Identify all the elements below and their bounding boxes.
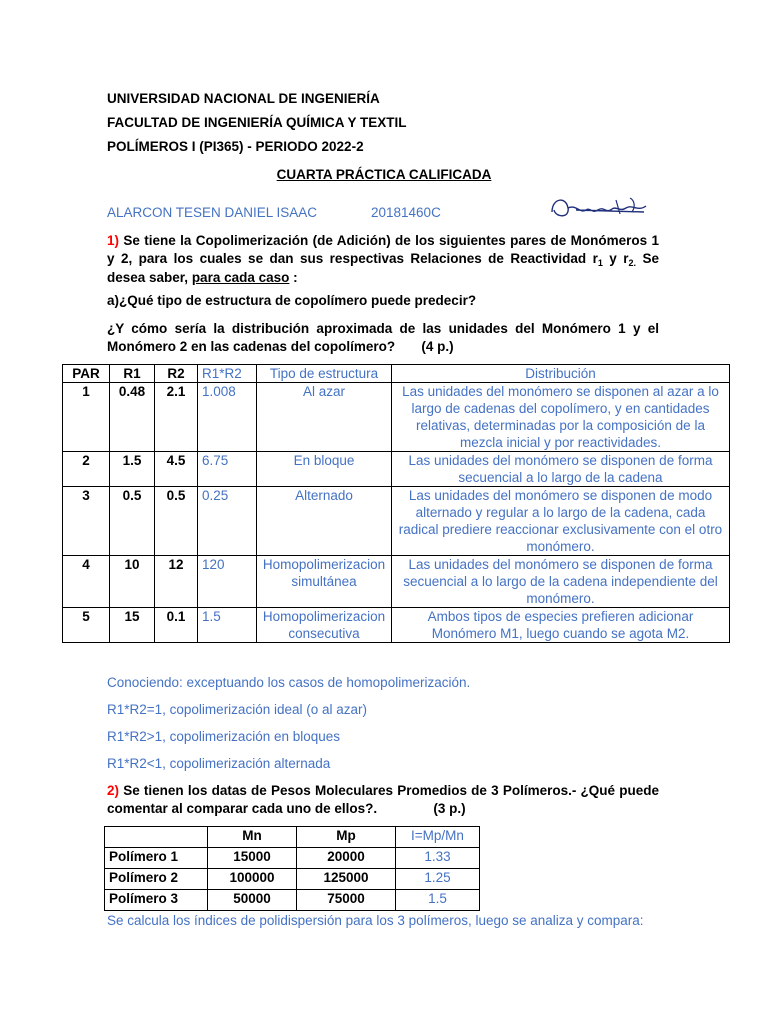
question-1 (107, 232, 659, 287)
header-mn: Mn (208, 827, 297, 848)
molecular-weight-table (104, 826, 480, 911)
university-title: UNIVERSIDAD NACIONAL DE INGENIERÍA (107, 91, 380, 106)
q2-points: (3 p.) (433, 801, 466, 816)
cell-mn: 15000 (208, 848, 297, 869)
note-line: R1*R2>1, copolimerización en bloques (107, 729, 341, 744)
cell-tipo: Homopolimerizacion consecutiva (257, 608, 392, 643)
cell-tipo: Alternado (257, 487, 392, 556)
cell-distribucion: Ambos tipos de especies prefieren adicionar Monómero M1, luego cuando se agota M2. (392, 608, 730, 643)
cell-par: 4 (63, 556, 110, 608)
q2-text: Se tienen los datas de Pesos Moleculares Promedios de 3 Polímeros.- ¿Qué puede comentar al comparar cada uno de ellos?. (107, 783, 659, 816)
cell-tipo: Al azar (257, 383, 392, 452)
cell-name: Polímero 1 (105, 848, 208, 869)
question-1-number: 1) (107, 233, 120, 248)
table-header-row (105, 827, 480, 848)
faculty-title: FACULTAD DE INGENIERÍA QUÍMICA Y TEXTIL (107, 115, 407, 130)
cell-name: Polímero 3 (105, 890, 208, 911)
course-title: POLÍMEROS I (PI365) - PERIODO 2022-2 (107, 139, 364, 154)
table-row (63, 487, 730, 556)
cell-distribucion: Las unidades del monómero se disponen al azar a lo largo de cadenas del copolímero, y en cantidades relativas, determinadas por la composición de la mezcla inicial y por reactividades. (392, 383, 730, 452)
q1-points: (4 p.) (421, 339, 454, 354)
cell-par: 2 (63, 452, 110, 487)
cell-r1: 15 (110, 608, 155, 643)
cell-distribucion: Las unidades del monómero se disponen de forma secuencial a lo largo de la cadena independiente del monómero. (392, 556, 730, 608)
header-mp: Mp (297, 827, 396, 848)
cell-par: 1 (63, 383, 110, 452)
question-1a: a)¿Qué tipo de estructura de copolímero puede predecir? (107, 293, 477, 308)
q1-sub2: 2. (628, 258, 637, 268)
cell-index: 1.25 (396, 869, 480, 890)
question-1b (107, 320, 659, 356)
signature-icon (546, 190, 656, 229)
table-row (105, 890, 480, 911)
cell-par: 3 (63, 487, 110, 556)
cell-r2: 2.1 (155, 383, 198, 452)
cell-par: 5 (63, 608, 110, 643)
q1-sub1: 1 (597, 258, 603, 268)
cell-mp: 20000 (297, 848, 396, 869)
table-row (63, 383, 730, 452)
q1-underlined: para cada caso (191, 270, 290, 285)
cell-name: Polímero 2 (105, 869, 208, 890)
cell-r1: 0.48 (110, 383, 155, 452)
cell-r1r2: 0.25 (198, 487, 257, 556)
cell-r1: 1.5 (110, 452, 155, 487)
table-row (105, 848, 480, 869)
cell-distribucion: Las unidades del monómero se disponen de modo alternado y regular a lo largo de la cadena, cada radical prediere reaccionar exclusivamente con el otro monómero. (392, 487, 730, 556)
cell-r1: 0.5 (110, 487, 155, 556)
cell-r1r2: 1.008 (198, 383, 257, 452)
cell-r1: 10 (110, 556, 155, 608)
cell-tipo: En bloque (257, 452, 392, 487)
header-distribucion: Distribución (392, 365, 730, 383)
table-row (63, 452, 730, 487)
q1-text-d: : (289, 270, 298, 285)
cell-r2: 0.5 (155, 487, 198, 556)
header-tipo: Tipo de estructura (257, 365, 392, 383)
header-empty (105, 827, 208, 848)
header-r1r2: R1*R2 (198, 365, 257, 383)
cell-mp: 75000 (297, 890, 396, 911)
cell-r1r2: 120 (198, 556, 257, 608)
q1-text-b: y r (602, 251, 629, 266)
cell-mn: 100000 (208, 869, 297, 890)
cell-r2: 0.1 (155, 608, 198, 643)
note-line: Conociendo: exceptuando los casos de homopolimerización. (107, 675, 471, 690)
header-r1: R1 (110, 365, 155, 383)
table-row (63, 556, 730, 608)
cell-r1r2: 6.75 (198, 452, 257, 487)
student-code: 20181460C (371, 205, 441, 220)
q1-text-a: Se tiene la Copolimerización (de Adición) de los siguientes pares de Monómeros 1 y 2, para los cuales se dan sus respectivas Relaciones de Reactividad r (107, 233, 659, 266)
reactivity-table (62, 364, 730, 643)
question-2 (107, 782, 659, 818)
cell-index: 1.5 (396, 890, 480, 911)
student-name: ALARCON TESEN DANIEL ISAAC (107, 205, 318, 220)
cell-tipo: Homopolimerizacion simultánea (257, 556, 392, 608)
table-row (105, 869, 480, 890)
conclusion-text: Se calcula los índices de polidispersión para los 3 polímeros, luego se analiza y compara: (107, 913, 644, 928)
cell-r2: 12 (155, 556, 198, 608)
cell-index: 1.33 (396, 848, 480, 869)
q1-part-b-text: ¿Y cómo sería la distribución aproximada de las unidades del Monómero 1 y el Monómero 2 en las cadenas del copolímero? (107, 321, 659, 354)
table-row (63, 608, 730, 643)
cell-distribucion: Las unidades del monómero se disponen de forma secuencial a lo largo de la cadena (392, 452, 730, 487)
q1-text-c: Se desea saber, (107, 251, 660, 285)
note-line: R1*R2=1, copolimerización ideal (o al azar) (107, 702, 368, 717)
note-line: R1*R2<1, copolimerización alternada (107, 756, 331, 771)
cell-mp: 125000 (297, 869, 396, 890)
question-2-number: 2) (107, 783, 120, 798)
cell-mn: 50000 (208, 890, 297, 911)
table-header-row (63, 365, 730, 383)
header-par: PAR (63, 365, 110, 383)
header-index: I=Mp/Mn (396, 827, 480, 848)
cell-r2: 4.5 (155, 452, 198, 487)
exam-title: CUARTA PRÁCTICA CALIFICADA (276, 167, 492, 182)
cell-r1r2: 1.5 (198, 608, 257, 643)
header-r2: R2 (155, 365, 198, 383)
